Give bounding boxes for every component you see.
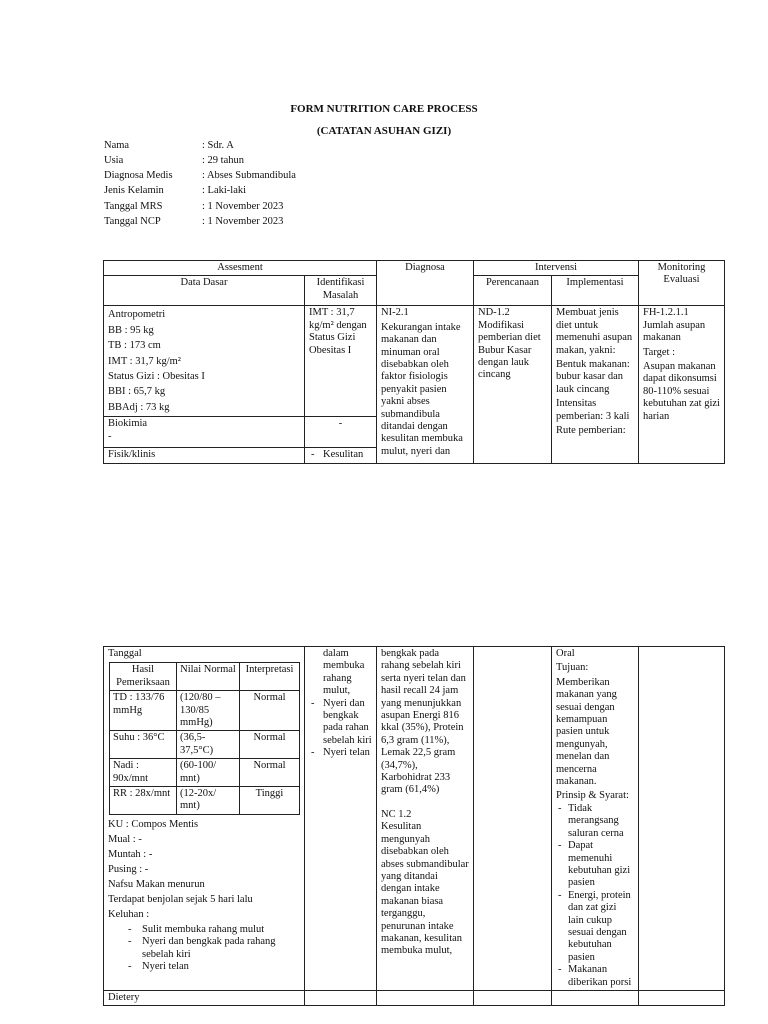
form-title: FORM NUTRITION CARE PROCESS — [290, 103, 478, 115]
lab-table — [109, 662, 300, 814]
diagnosa-code: NI-2.1 — [381, 307, 409, 319]
diagnosa2-text: Kesulitan mengunyah disebabkan oleh abses submandibular yang ditandai dengan intake makanan biasa terganggu, penurunan intake makanan, kesulitan membuka mulut, — [381, 821, 469, 957]
info-row-tanggal-ncp — [104, 216, 404, 231]
lab-hasil: RR : 28x/mnt — [110, 787, 177, 815]
identifikasi-cell — [305, 306, 377, 417]
lab-header: Nilai Normal — [177, 663, 240, 691]
lab-interp: Normal — [240, 691, 300, 731]
implementasi-line: Rute pemberian: — [556, 425, 626, 437]
fisik-ident-cell — [305, 448, 377, 463]
monitoring-line: Jumlah asupan makanan — [643, 319, 706, 344]
monitoring-code: FH-1.2.1.1 — [643, 307, 689, 319]
implementasi-cont-cell — [552, 647, 639, 991]
klinis-cell — [104, 647, 305, 991]
klinis-line: Nafsu Makan menurun — [108, 878, 205, 890]
info-value: : Laki-laki — [202, 185, 247, 196]
klinis-line: Pusing : - — [108, 863, 149, 875]
klinis-line: Muntah : - — [108, 848, 153, 860]
diagnosa2-code: NC 1.2 — [381, 808, 412, 820]
lab-interp: Normal — [240, 731, 300, 759]
antropometri-line: Antropometri — [108, 309, 166, 321]
monitoring-cell — [639, 306, 725, 463]
impl-tujuan: Tujuan: — [556, 662, 589, 674]
biokimia-label: Biokimia — [108, 418, 148, 430]
identifikasi-item: - Nyeri telan — [309, 747, 372, 759]
diagnosa-cont-cell — [377, 647, 474, 991]
antropometri-line: TB : 173 cm — [108, 340, 161, 352]
dietery-label: Dietery — [104, 991, 305, 1006]
biokimia-value: - — [108, 430, 112, 442]
lab-nilai: (120/80 – 130/85 mmHg) — [177, 691, 240, 731]
header-assesment: Assesment — [104, 261, 377, 276]
lab-header: Interpretasi — [240, 663, 300, 691]
info-value: : Abses Submandibula — [202, 170, 296, 181]
antropometri-line: BB : 95 kg — [108, 324, 154, 336]
diagnosa-cont-text: bengkak pada rahang sebelah kiri serta nyeri telan dan hasil recall 24 jam yang menunjukkan asupan Energi 816 kkal (35%), Protein 6,3 gram (11%), Lemak 22,5 gram (34,7%), Karbohidrat 233 gram (61,4%) — [381, 648, 466, 796]
klinis-line: Keluhan : — [108, 908, 150, 920]
info-row-tanggal-mrs — [104, 201, 404, 216]
lab-nilai: (60-100/ mnt) — [177, 759, 240, 787]
impl-item: - Tidak merangsang saluran cerna — [558, 803, 634, 840]
perencanaan-code: ND-1.2 — [478, 307, 510, 319]
header-perencanaan: Perencanaan — [474, 276, 552, 306]
ncp-table-page1 — [103, 260, 725, 464]
info-label: Diagnosa Medis — [104, 170, 173, 181]
diagnosa-text: Kekurangan intake makanan dan minuman oral disebabkan oleh faktor fisiologis penyakit pasien yakni abses submandibula ditandai dengan kesulitan membuka mulut, nyeri dan — [381, 321, 463, 457]
info-row-jenis-kelamin — [104, 185, 404, 200]
antropometri-cell — [104, 306, 305, 417]
lab-nilai: (12-20x/ mnt) — [177, 787, 240, 815]
info-label: Tanggal MRS — [104, 201, 163, 212]
lab-hasil: Nadi : 90x/mnt — [110, 759, 177, 787]
info-value: : 1 November 2023 — [202, 201, 284, 212]
implementasi-cell — [552, 306, 639, 463]
perencanaan-cell — [474, 306, 552, 463]
info-value: : 29 tahun — [202, 155, 244, 166]
antropometri-line: Status Gizi : Obesitas I — [108, 371, 205, 383]
form-subtitle: (CATATAN ASUHAN GIZI) — [316, 125, 452, 137]
dietery-ident — [305, 991, 377, 1006]
antropometri-line: BBAdj : 73 kg — [108, 401, 170, 413]
info-value: : 1 November 2023 — [202, 216, 284, 227]
tanggal-label: Tanggal — [108, 648, 142, 659]
perencanaan-text: Modifikasi pemberian diet Bubur Kasar dengan lauk cincang — [478, 319, 541, 381]
identifikasi-item: - Nyeri dan bengkak pada rahan sebelah kiri — [309, 698, 372, 748]
header-implementasi: Implementasi — [552, 276, 639, 306]
dietery-perencanaan — [474, 991, 552, 1006]
monitoring-line: Asupan makanan dapat dikonsumsi 80-110% sesuai kebutuhan zat gizi harian — [643, 361, 720, 422]
diagnosa-cell — [377, 306, 474, 463]
identifikasi-cont-cell — [305, 647, 377, 991]
lab-nilai: (36,5-37,5°C) — [177, 731, 240, 759]
ncp-table-page2 — [103, 646, 725, 1006]
lab-hasil: Suhu : 36°C — [110, 731, 177, 759]
lab-interp: Tinggi — [240, 787, 300, 815]
antropometri-line: BBI : 65,7 kg — [108, 386, 166, 398]
info-label: Nama — [104, 140, 130, 151]
info-label: Jenis Kelamin — [104, 185, 164, 196]
impl-item: - Energi, protein dan zat gizi lain cukup sesuai dengan kebutuhan pasien — [558, 890, 634, 964]
implementasi-line: Bentuk makanan: bubur kasar dan lauk cincang — [556, 359, 630, 395]
biokimia-ident: - — [305, 417, 377, 448]
info-row-usia — [104, 155, 404, 170]
klinis-line: KU : Compos Mentis — [108, 818, 199, 830]
header-identifikasi: Identifikasi Masalah — [305, 276, 377, 306]
header-monitoring: Monitoring Evaluasi — [639, 261, 725, 306]
identifikasi-cont: dalam membuka rahang mulut, — [323, 648, 365, 697]
fisik-ident: - Kesulitan — [309, 449, 372, 461]
header-intervensi: Intervensi — [474, 261, 639, 276]
info-row-nama — [104, 140, 404, 155]
impl-prinsip: Prinsip & Syarat: — [556, 790, 629, 802]
klinis-line: Mual : - — [108, 833, 142, 845]
lab-interp: Normal — [240, 759, 300, 787]
keluhan-item: - Nyeri telan — [108, 961, 300, 973]
dietery-monitoring — [639, 991, 725, 1006]
dietery-diagnosa — [377, 991, 474, 1006]
keluhan-item: - Sulit membuka rahang mulut — [108, 924, 300, 936]
info-label: Tanggal NCP — [104, 216, 161, 227]
impl-oral: Oral — [556, 648, 575, 659]
implementasi-line: Membuat jenis diet untuk memenuhi asupan makan, yakni: — [556, 307, 633, 356]
monitoring-cont-cell — [639, 647, 725, 991]
impl-tujuan-text: Memberikan makanan yang sesuai dengan kemampuan pasien untuk mengunyah, menelan dan mencerna makanan. — [556, 676, 617, 788]
antropometri-line: IMT : 31,7 kg/m² — [108, 355, 181, 367]
lab-header: Hasil Pemeriksaan — [110, 663, 177, 691]
monitoring-line: Target : — [643, 346, 676, 358]
header-data-dasar: Data Dasar — [104, 276, 305, 306]
biokimia-cell — [104, 417, 305, 448]
identifikasi-text: IMT : 31,7 kg/m² dengan Status Gizi Obesitas I — [309, 307, 367, 356]
perencanaan-cont-cell — [474, 647, 552, 991]
implementasi-line: Intensitas pemberian: 3 kali — [556, 398, 630, 422]
fisik-label: Fisik/klinis — [104, 448, 305, 463]
info-value: : Sdr. A — [202, 140, 234, 151]
lab-hasil: TD : 133/76 mmHg — [110, 691, 177, 731]
impl-item: - Dapat memenuhi kebutuhan gizi pasien — [558, 840, 634, 890]
info-row-diagnosa-medis — [104, 170, 404, 185]
info-label: Usia — [104, 155, 124, 166]
dietery-implementasi — [552, 991, 639, 1006]
impl-item: - Makanan diberikan porsi — [558, 964, 634, 988]
header-diagnosa: Diagnosa — [377, 261, 474, 306]
klinis-line: Terdapat benjolan sejak 5 hari lalu — [108, 893, 253, 905]
keluhan-item: - Nyeri dan bengkak pada rahang sebelah kiri — [108, 936, 300, 961]
